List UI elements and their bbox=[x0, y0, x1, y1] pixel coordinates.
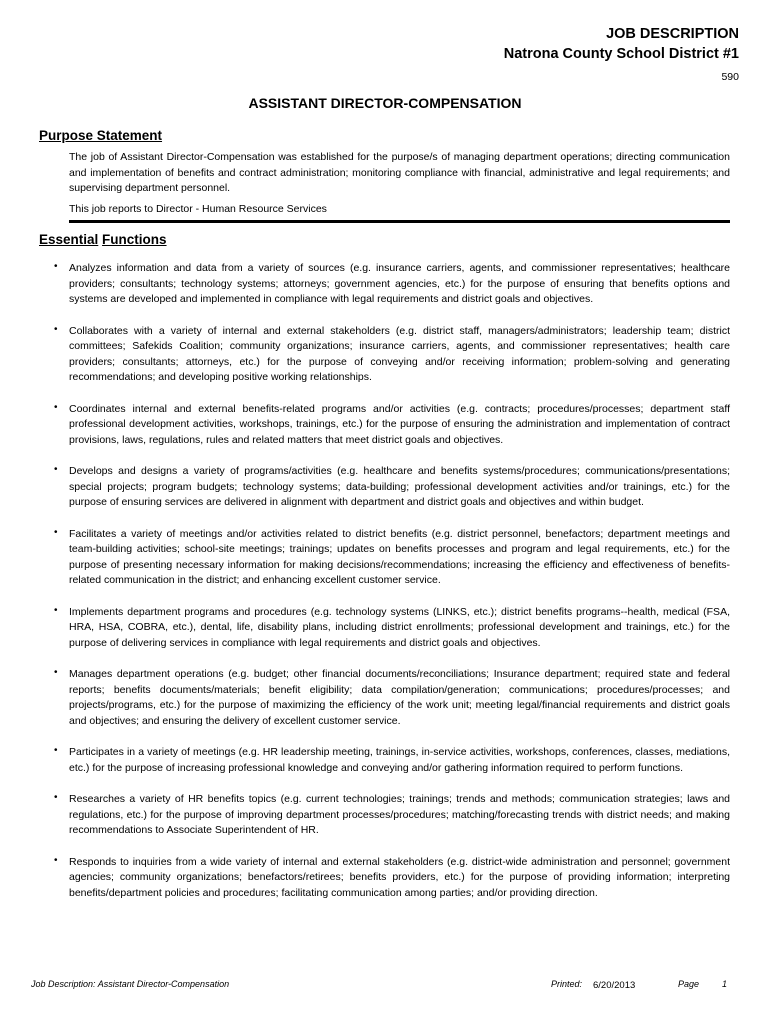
list-item bbox=[54, 526, 730, 589]
list-item bbox=[54, 464, 730, 511]
bullet-icon: • bbox=[54, 792, 58, 803]
list-item-text: Coordinates internal and external benefits-related programs and/or activities (e.g. contracts; procedures/processes; department staff professional development activities, workshops, trainings, etc.) for the purpose of ensuring the administration and implementation of contract provisions, laws, regulations, rules and related matters that meet district goals and objectives. bbox=[69, 402, 730, 446]
list-item bbox=[54, 401, 730, 449]
list-item-text: Manages department operations (e.g. budget; other financial documents/reconciliations; Insurance department; required state and federal reports; benefits documents/materials; benefit eligibility; data compilation/generation; communications; procedures/processes; and projects/programs, etc.) for the purpose of maximizing the efficiency of the work unit; meeting legal/financial requirements and district goals and objectives; and ensuring the delivery of excellent customer service. bbox=[69, 668, 730, 727]
list-item-text: Analyzes information and data from a variety of sources (e.g. insurance carriers, agents, and commissioner representatives; healthcare providers; consultants; technology systems; attorneys; government agencies, etc.) for the purpose of ensuring that benefits options and systems are developed and implemented in compliance with legal requirements and district goals and objectives. bbox=[69, 262, 730, 305]
footer-page-label: Page bbox=[678, 979, 700, 989]
bullet-icon: • bbox=[54, 261, 58, 272]
essential-functions-list bbox=[54, 261, 730, 901]
list-item bbox=[54, 745, 730, 776]
bullet-icon: • bbox=[54, 667, 58, 678]
list-item-text: Facilitates a variety of meetings and/or activities related to district benefits (e.g. district personnel, benefactors; department meetings and team-building activities; school-site meetings; trainings; updates on benefits processes and program and legal requirements, etc.) for the purpose of presenting necessary information for making decisions/recommendations; increasing the efficiency and effectiveness of benefits-related communication in the district; and enhancing excellent customer service. bbox=[69, 527, 730, 586]
list-item-text: Researches a variety of HR benefits topics (e.g. current technologies; trainings; trends and methods; communication strategies; laws and regulations, etc.) for the purpose of improving department processes/procedures; matching/forecasting trends with district needs; and making recommendations to Associate Superintendent of HR. bbox=[69, 793, 730, 836]
reports-to: This job reports to Director - Human Resource Services bbox=[69, 203, 327, 215]
footer-job-description: Job Description: Assistant Director-Compensation bbox=[31, 979, 230, 989]
bullet-icon: • bbox=[54, 745, 58, 756]
job-number: 590 bbox=[721, 71, 739, 83]
purpose-heading-text: Purpose Statement bbox=[39, 128, 163, 143]
footer-printed-label: Printed: bbox=[551, 979, 583, 989]
essential-functions-heading bbox=[39, 232, 167, 247]
section-divider bbox=[69, 220, 730, 223]
list-item bbox=[54, 667, 730, 729]
organization-name: Natrona County School District #1 bbox=[503, 46, 739, 62]
list-item-text: Develops and designs a variety of programs/activities (e.g. healthcare and benefits systems/procedures; communications/presentations; special projects; program budgets; technology systems; data-building; professional development activities and/or trainings, etc.) for the purpose of ensuring services are delivered in alignment with department and district goals and objectives and within budget. bbox=[69, 465, 730, 508]
list-item bbox=[54, 792, 730, 839]
job-title: ASSISTANT DIRECTOR-COMPENSATION bbox=[248, 95, 522, 111]
essential-heading-word1: Essential bbox=[39, 232, 99, 247]
bullet-icon: • bbox=[54, 604, 58, 616]
list-item bbox=[54, 854, 730, 902]
list-item-text: Participates in a variety of meetings (e.g. HR leadership meeting, trainings, in-service activities, workshops, conferences, classes, mediations, etc.) for the purpose of increasing professional knowledge and conveying and/or gathering information required to perform functions. bbox=[69, 746, 730, 774]
essential-heading-word2: Functions bbox=[102, 232, 167, 247]
list-item-text: Collaborates with a variety of internal and external stakeholders (e.g. district staff, managers/administrators; leadership team; district committees; Safekids Coalition; community organizations; insurance carriers, agents, and commissioner representatives; health care providers; consultants; attorneys, etc.) for the purpose of conveying and/or receiving information; problem-solving and generating recommendations; and developing positive working relationships. bbox=[69, 324, 730, 383]
footer-page-number: 1 bbox=[722, 979, 728, 989]
bullet-icon: • bbox=[54, 323, 58, 335]
footer-printed-date: 6/20/2013 bbox=[593, 980, 636, 991]
list-item-text: Responds to inquiries from a wide variety of internal and external stakeholders (e.g. district-wide administration and personnel; government agencies; community organizations; benefactors/retirees; benefits providers, etc.) for the purpose of providing information; interpreting benefits/department policies and procedures; facilitating communication among parties; and/or providing direction. bbox=[69, 855, 730, 899]
purpose-heading bbox=[39, 128, 162, 143]
list-item bbox=[54, 261, 730, 308]
list-item bbox=[54, 323, 730, 386]
purpose-text: The job of Assistant Director-Compensation was established for the purpose/s of managing department operations; directing communication and implementation of benefits and contract administration; monitoring compliance with financial, administrative and legal requirements; and supervising department personnel. bbox=[69, 151, 730, 194]
list-item bbox=[54, 604, 730, 652]
bullet-icon: • bbox=[54, 526, 58, 538]
bullet-icon: • bbox=[54, 401, 58, 413]
bullet-icon: • bbox=[54, 854, 58, 866]
list-item-text: Implements department programs and procedures (e.g. technology systems (LINKS, etc.); district benefits programs--health, medical (FSA, HRA, HSA, COBRA, etc.), dental, life, disability plans, including district enrollments; professional development and trainings, etc.) for the purpose of delivering services in compliance with legal requirements and district goals and objectives. bbox=[69, 605, 730, 649]
document-type-heading: JOB DESCRIPTION bbox=[606, 26, 739, 42]
bullet-icon: • bbox=[54, 464, 58, 475]
